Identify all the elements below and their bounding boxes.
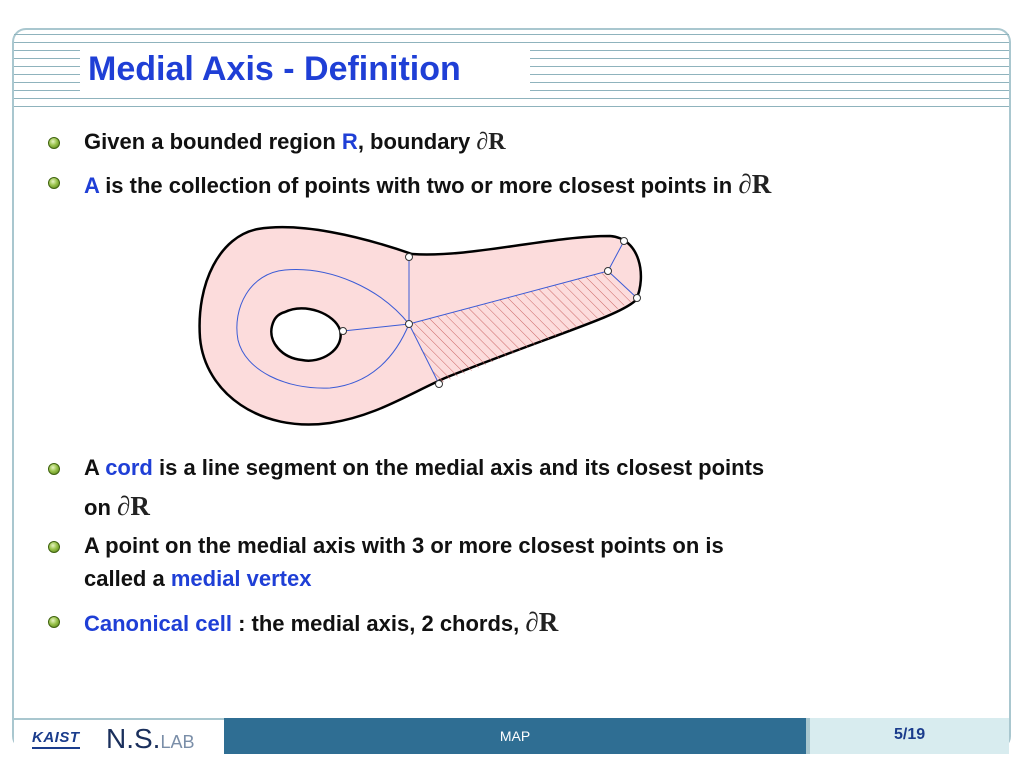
- region-symbol: R: [341, 129, 358, 154]
- bullet-icon: [48, 137, 60, 149]
- canonical-cell-term: Canonical cell: [84, 611, 232, 636]
- bullet-icon: [48, 616, 60, 628]
- nslab-logo: N.S.LAB: [106, 723, 195, 754]
- slide-title: Medial Axis - Definition: [88, 50, 461, 88]
- bullet-2-text: A is the collection of points with two or more closest points in ∂R: [84, 169, 772, 199]
- kaist-logo: KAIST: [32, 729, 80, 746]
- bullet-icon: [48, 541, 60, 553]
- boundary-symbol: ∂R: [117, 491, 150, 521]
- logo-area: [14, 718, 224, 754]
- bullet-3-text: A cord is a line segment on the medial axis and its closest points: [84, 455, 765, 480]
- bullet-1-text: Given a bounded region R, boundary ∂R: [84, 129, 506, 155]
- medial-vertex-marker: [605, 268, 612, 275]
- boundary-symbol: ∂R: [476, 129, 506, 155]
- boundary-symbol: ∂R: [738, 169, 772, 199]
- slide-footer: [14, 718, 1009, 754]
- bullet-5-text: Canonical cell : the medial axis, 2 chords, ∂R: [84, 607, 559, 637]
- bullet-3-text-continued: on ∂R: [84, 491, 150, 521]
- cord-term: cord: [105, 455, 153, 480]
- footer-center-label: MAP: [224, 718, 806, 754]
- closest-point-marker: [621, 238, 628, 245]
- closest-point-marker: [406, 254, 413, 261]
- footer-page-area: [806, 718, 1009, 754]
- bullet-icon: [48, 177, 60, 189]
- bullet-4-text: A point on the medial axis with 3 or more closest points on is: [84, 533, 724, 558]
- medial-vertex-marker: [406, 321, 413, 328]
- medial-vertex-term: medial vertex: [170, 566, 312, 591]
- boundary-symbol: ∂R: [525, 607, 559, 637]
- closest-point-marker: [340, 328, 347, 335]
- closest-point-marker: [634, 295, 641, 302]
- bullet-4-text-continued: called a medial vertex: [84, 566, 312, 591]
- closest-point-marker: [436, 381, 443, 388]
- page-number: 5/19: [894, 726, 926, 743]
- bullet-icon: [48, 463, 60, 475]
- medial-axis-figure: [190, 218, 650, 438]
